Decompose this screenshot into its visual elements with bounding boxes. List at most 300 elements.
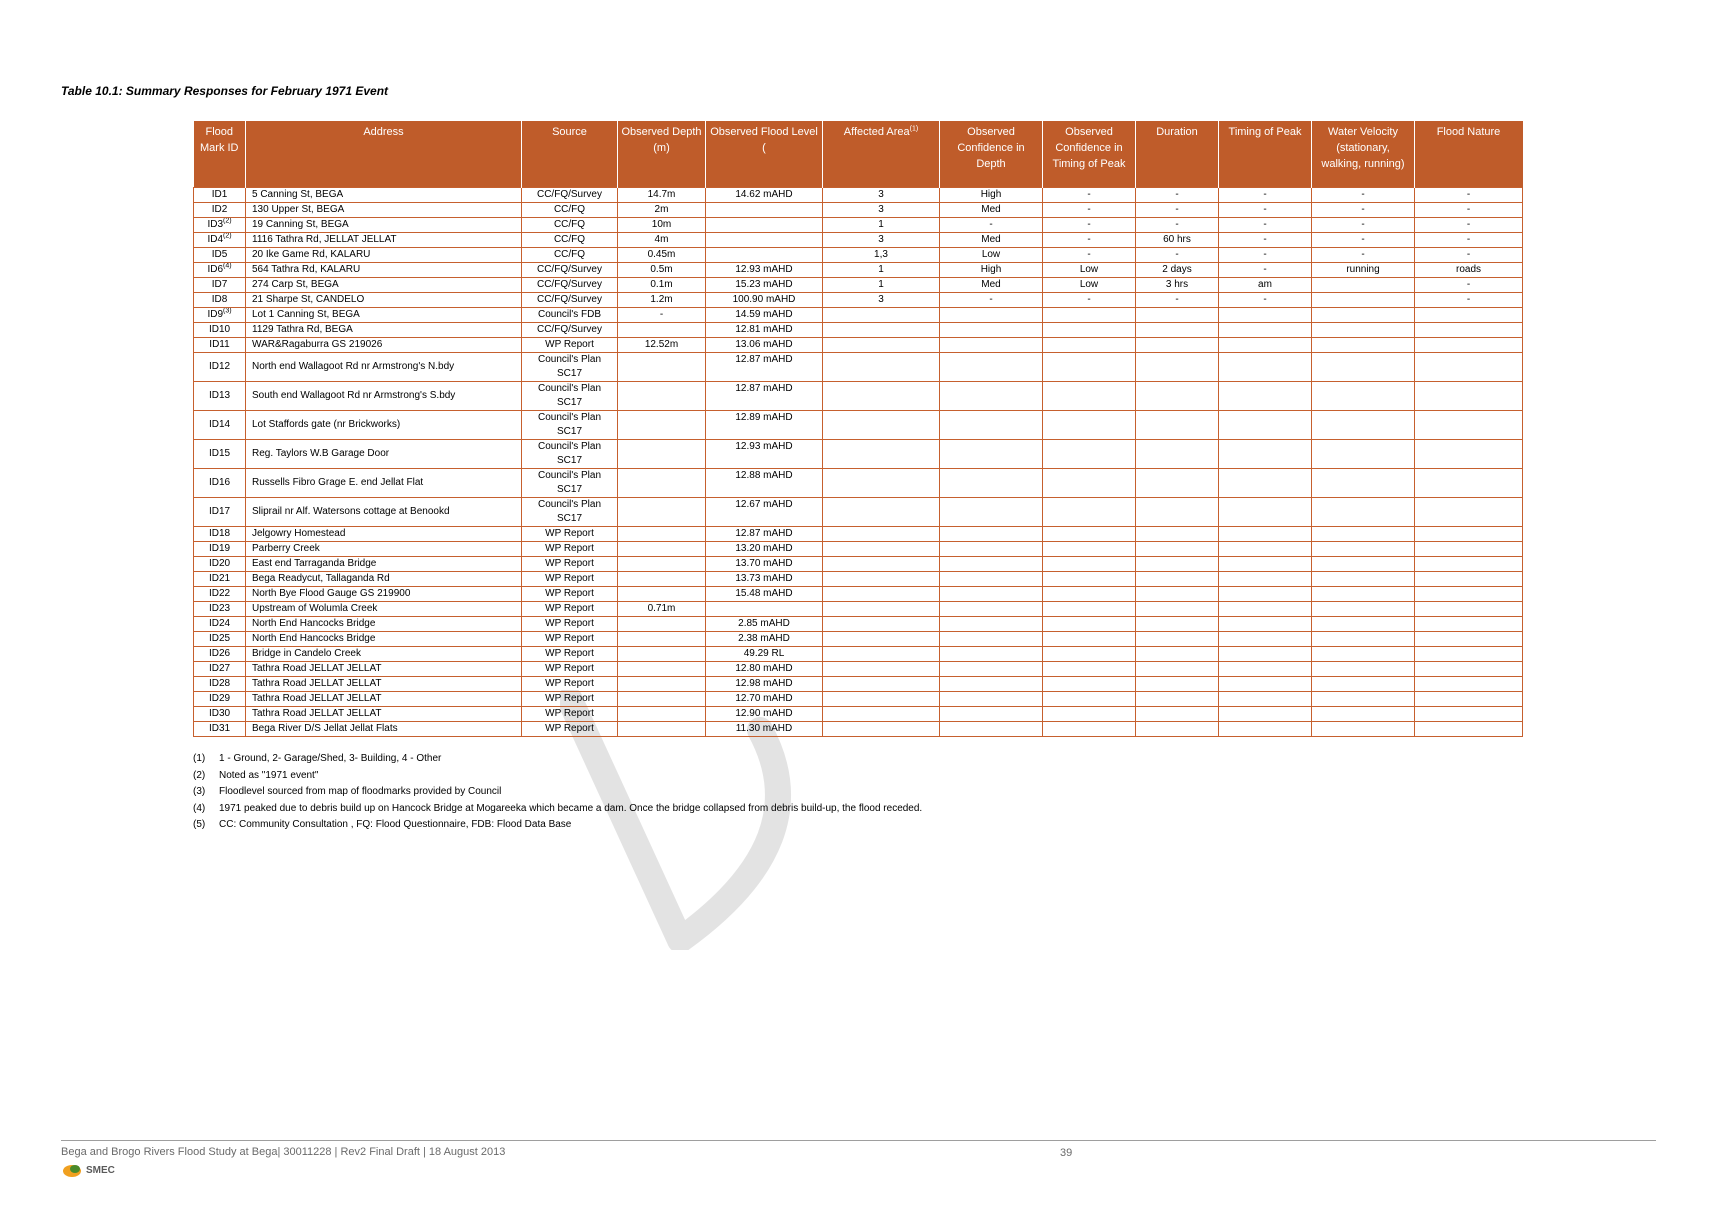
area-cell — [823, 602, 940, 617]
flood-mark-id: ID4 — [207, 234, 223, 245]
duration-cell — [1136, 542, 1219, 557]
footnote-text: CC: Community Consultation , FQ: Flood Questionnaire, FDB: Flood Data Base — [219, 819, 572, 830]
source-cell: WP Report — [522, 572, 618, 587]
level-cell: 15.48 mAHD — [706, 587, 823, 602]
area-cell — [823, 498, 940, 527]
smec-logo — [62, 1162, 115, 1178]
footnote — [193, 801, 922, 818]
duration-cell — [1136, 382, 1219, 411]
address-cell: North End Hancocks Bridge — [246, 632, 522, 647]
timing-cell: - — [1219, 203, 1312, 218]
table-row — [194, 692, 1523, 707]
duration-cell: - — [1136, 293, 1219, 308]
duration-cell — [1136, 323, 1219, 338]
column-header — [1043, 121, 1136, 188]
conf-timing-cell — [1043, 542, 1136, 557]
timing-cell — [1219, 602, 1312, 617]
flood-mark-id: ID7 — [211, 279, 228, 290]
timing-cell — [1219, 617, 1312, 632]
flood-mark-id-cell — [194, 308, 246, 323]
area-cell: 1 — [823, 263, 940, 278]
velocity-cell — [1312, 572, 1415, 587]
velocity-cell — [1312, 382, 1415, 411]
level-cell: 12.80 mAHD — [706, 662, 823, 677]
column-header-label: Observed Depth (m) — [621, 126, 702, 154]
conf-depth-cell — [940, 338, 1043, 353]
duration-cell — [1136, 692, 1219, 707]
nature-cell — [1415, 617, 1523, 632]
flood-mark-id-cell — [194, 647, 246, 662]
timing-cell — [1219, 692, 1312, 707]
flood-mark-id: ID22 — [208, 588, 231, 599]
table-row — [194, 617, 1523, 632]
duration-cell — [1136, 587, 1219, 602]
conf-depth-cell — [940, 692, 1043, 707]
velocity-cell — [1312, 323, 1415, 338]
timing-cell: - — [1219, 263, 1312, 278]
conf-timing-cell — [1043, 572, 1136, 587]
source-cell: WP Report — [522, 632, 618, 647]
level-cell: 12.87 mAHD — [706, 382, 823, 411]
area-cell — [823, 542, 940, 557]
level-cell: 12.93 mAHD — [706, 263, 823, 278]
table-row — [194, 498, 1523, 527]
duration-cell — [1136, 338, 1219, 353]
flood-mark-id-cell — [194, 707, 246, 722]
area-cell: 3 — [823, 203, 940, 218]
velocity-cell — [1312, 632, 1415, 647]
velocity-cell — [1312, 353, 1415, 382]
conf-depth-cell: - — [940, 218, 1043, 233]
flood-mark-id-cell — [194, 692, 246, 707]
column-header-label: Timing of Peak — [1228, 126, 1302, 138]
column-header — [823, 121, 940, 188]
level-cell: 12.98 mAHD — [706, 677, 823, 692]
timing-cell: - — [1219, 233, 1312, 248]
nature-cell: roads — [1415, 263, 1523, 278]
nature-cell: - — [1415, 248, 1523, 263]
conf-depth-cell — [940, 722, 1043, 737]
timing-cell: am — [1219, 278, 1312, 293]
level-cell — [706, 602, 823, 617]
level-cell: 13.70 mAHD — [706, 557, 823, 572]
area-cell — [823, 353, 940, 382]
column-header-label: Flood Nature — [1436, 126, 1501, 138]
flood-mark-id-cell — [194, 662, 246, 677]
flood-mark-id-cell — [194, 382, 246, 411]
conf-depth-cell — [940, 323, 1043, 338]
column-header — [940, 121, 1043, 188]
duration-cell — [1136, 498, 1219, 527]
table-row — [194, 572, 1523, 587]
source-cell: WP Report — [522, 692, 618, 707]
nature-cell: - — [1415, 203, 1523, 218]
duration-cell — [1136, 662, 1219, 677]
source-cell: WP Report — [522, 338, 618, 353]
column-header — [1136, 121, 1219, 188]
duration-cell — [1136, 411, 1219, 440]
timing-cell — [1219, 323, 1312, 338]
depth-cell — [618, 382, 706, 411]
conf-timing-cell — [1043, 647, 1136, 662]
timing-cell — [1219, 647, 1312, 662]
nature-cell — [1415, 692, 1523, 707]
footnotes — [193, 751, 922, 834]
conf-timing-cell — [1043, 557, 1136, 572]
depth-cell — [618, 647, 706, 662]
velocity-cell — [1312, 722, 1415, 737]
table-row — [194, 382, 1523, 411]
level-cell — [706, 233, 823, 248]
table-row — [194, 707, 1523, 722]
address-cell: South end Wallagoot Rd nr Armstrong's S.bdy — [246, 382, 522, 411]
depth-cell — [618, 572, 706, 587]
depth-cell — [618, 323, 706, 338]
address-cell: North End Hancocks Bridge — [246, 617, 522, 632]
depth-cell — [618, 542, 706, 557]
address-cell: 20 Ike Game Rd, KALARU — [246, 248, 522, 263]
flood-mark-id: ID21 — [208, 573, 231, 584]
footnote-text: 1971 peaked due to debris build up on Hancock Bridge at Mogareeka which became a dam. Once the bridge collapsed from debris build-up, the flood receded. — [219, 802, 923, 814]
duration-cell — [1136, 677, 1219, 692]
flood-mark-id: ID25 — [208, 633, 231, 644]
velocity-cell: - — [1312, 218, 1415, 233]
timing-cell — [1219, 707, 1312, 722]
area-cell — [823, 587, 940, 602]
level-cell: 15.23 mAHD — [706, 278, 823, 293]
source-cell: WP Report — [522, 542, 618, 557]
conf-depth-cell — [940, 557, 1043, 572]
nature-cell — [1415, 707, 1523, 722]
source-cell: CC/FQ — [522, 218, 618, 233]
depth-cell — [618, 677, 706, 692]
flood-mark-id: ID30 — [208, 708, 231, 719]
depth-cell — [618, 632, 706, 647]
conf-depth-cell — [940, 572, 1043, 587]
velocity-cell: - — [1312, 248, 1415, 263]
source-cell: Council's Plan SC17 — [522, 382, 618, 411]
depth-cell — [618, 692, 706, 707]
duration-cell: 60 hrs — [1136, 233, 1219, 248]
conf-timing-cell — [1043, 338, 1136, 353]
area-cell: 3 — [823, 293, 940, 308]
flood-mark-id: ID3 — [207, 219, 223, 230]
flood-mark-id-cell — [194, 203, 246, 218]
conf-depth-cell — [940, 469, 1043, 498]
flood-mark-id-cell — [194, 632, 246, 647]
footer-text: Bega and Brogo Rivers Flood Study at Bega| 30011228 | Rev2 Final Draft | 18 August 2013 — [61, 1146, 506, 1158]
depth-cell: 2m — [618, 203, 706, 218]
velocity-cell — [1312, 411, 1415, 440]
address-cell: 21 Sharpe St, CANDELO — [246, 293, 522, 308]
address-cell: Tathra Road JELLAT JELLAT — [246, 692, 522, 707]
area-cell — [823, 527, 940, 542]
conf-timing-cell: Low — [1043, 278, 1136, 293]
velocity-cell — [1312, 542, 1415, 557]
timing-cell — [1219, 587, 1312, 602]
velocity-cell: running — [1312, 263, 1415, 278]
area-cell — [823, 338, 940, 353]
table-row — [194, 353, 1523, 382]
source-cell: WP Report — [522, 662, 618, 677]
level-cell: 49.29 RL — [706, 647, 823, 662]
column-header-label: Source — [552, 126, 587, 138]
footnote-text: 1 - Ground, 2- Garage/Shed, 3- Building, 4 - Other — [219, 753, 442, 764]
conf-depth-cell — [940, 353, 1043, 382]
duration-cell — [1136, 617, 1219, 632]
conf-timing-cell — [1043, 692, 1136, 707]
address-cell: Tathra Road JELLAT JELLAT — [246, 677, 522, 692]
conf-timing-cell — [1043, 498, 1136, 527]
source-cell: CC/FQ — [522, 233, 618, 248]
level-cell: 13.20 mAHD — [706, 542, 823, 557]
conf-depth-cell: Low — [940, 248, 1043, 263]
level-cell: 13.06 mAHD — [706, 338, 823, 353]
conf-timing-cell — [1043, 469, 1136, 498]
conf-timing-cell: - — [1043, 188, 1136, 203]
area-cell — [823, 308, 940, 323]
nature-cell — [1415, 602, 1523, 617]
area-cell: 3 — [823, 233, 940, 248]
address-cell: 130 Upper St, BEGA — [246, 203, 522, 218]
nature-cell — [1415, 557, 1523, 572]
depth-cell — [618, 557, 706, 572]
area-cell — [823, 632, 940, 647]
flood-mark-id: ID18 — [208, 528, 231, 539]
nature-cell: - — [1415, 218, 1523, 233]
flood-mark-id-cell — [194, 278, 246, 293]
conf-timing-cell — [1043, 323, 1136, 338]
table-row — [194, 203, 1523, 218]
velocity-cell — [1312, 707, 1415, 722]
depth-cell — [618, 440, 706, 469]
conf-depth-cell — [940, 382, 1043, 411]
nature-cell — [1415, 440, 1523, 469]
area-cell — [823, 323, 940, 338]
conf-depth-cell — [940, 527, 1043, 542]
address-cell: WAR&Ragaburra GS 219026 — [246, 338, 522, 353]
level-cell: 12.93 mAHD — [706, 440, 823, 469]
footnote — [193, 768, 922, 785]
nature-cell — [1415, 542, 1523, 557]
conf-timing-cell — [1043, 382, 1136, 411]
logo-text: SMEC — [86, 1164, 115, 1176]
conf-timing-cell — [1043, 411, 1136, 440]
conf-depth-cell: Med — [940, 278, 1043, 293]
velocity-cell — [1312, 308, 1415, 323]
flood-mark-id: ID17 — [208, 506, 231, 517]
footnote — [193, 817, 922, 834]
conf-depth-cell: High — [940, 188, 1043, 203]
timing-cell — [1219, 557, 1312, 572]
table-row — [194, 233, 1523, 248]
flood-mark-id: ID24 — [208, 618, 231, 629]
area-cell — [823, 662, 940, 677]
level-cell: 11.30 mAHD — [706, 722, 823, 737]
flood-mark-id: ID13 — [208, 390, 231, 401]
level-cell: 2.38 mAHD — [706, 632, 823, 647]
table-row — [194, 542, 1523, 557]
flood-mark-id-cell — [194, 722, 246, 737]
flood-mark-id-cell — [194, 527, 246, 542]
area-cell — [823, 572, 940, 587]
id-footnote: (3) — [223, 307, 232, 315]
address-cell: Bega Readycut, Tallaganda Rd — [246, 572, 522, 587]
conf-timing-cell: - — [1043, 248, 1136, 263]
conf-timing-cell: Low — [1043, 263, 1136, 278]
source-cell: CC/FQ — [522, 248, 618, 263]
id-footnote: (2) — [223, 217, 232, 225]
flood-mark-id-cell — [194, 572, 246, 587]
source-cell: WP Report — [522, 602, 618, 617]
conf-timing-cell — [1043, 662, 1136, 677]
flood-mark-id-cell — [194, 617, 246, 632]
flood-mark-id-cell — [194, 469, 246, 498]
nature-cell — [1415, 338, 1523, 353]
conf-depth-cell — [940, 707, 1043, 722]
conf-timing-cell — [1043, 707, 1136, 722]
flood-mark-id: ID16 — [208, 477, 231, 488]
address-cell: 564 Tathra Rd, KALARU — [246, 263, 522, 278]
table-row — [194, 293, 1523, 308]
nature-cell — [1415, 469, 1523, 498]
timing-cell — [1219, 542, 1312, 557]
flood-mark-id: ID27 — [208, 663, 231, 674]
nature-cell — [1415, 632, 1523, 647]
flood-mark-id: ID26 — [208, 648, 231, 659]
flood-mark-id-cell — [194, 353, 246, 382]
table-row — [194, 440, 1523, 469]
column-header-label: Observed Confidence in Depth — [957, 126, 1025, 170]
duration-cell: 3 hrs — [1136, 278, 1219, 293]
level-cell: 14.62 mAHD — [706, 188, 823, 203]
duration-cell: - — [1136, 203, 1219, 218]
flood-mark-id-cell — [194, 411, 246, 440]
velocity-cell — [1312, 602, 1415, 617]
depth-cell — [618, 587, 706, 602]
area-cell — [823, 469, 940, 498]
conf-depth-cell — [940, 440, 1043, 469]
flood-mark-id: ID31 — [208, 723, 231, 734]
conf-timing-cell: - — [1043, 293, 1136, 308]
area-cell — [823, 617, 940, 632]
duration-cell — [1136, 527, 1219, 542]
nature-cell: - — [1415, 293, 1523, 308]
area-cell — [823, 707, 940, 722]
column-header-label: Water Velocity (stationary, walking, running) — [1321, 126, 1405, 170]
area-cell — [823, 692, 940, 707]
timing-cell — [1219, 677, 1312, 692]
timing-cell — [1219, 382, 1312, 411]
duration-cell — [1136, 722, 1219, 737]
depth-cell — [618, 353, 706, 382]
velocity-cell — [1312, 647, 1415, 662]
velocity-cell — [1312, 293, 1415, 308]
flood-mark-id-cell — [194, 218, 246, 233]
flood-mark-id: ID9 — [207, 309, 223, 320]
velocity-cell — [1312, 662, 1415, 677]
level-cell: 100.90 mAHD — [706, 293, 823, 308]
conf-depth-cell: Med — [940, 233, 1043, 248]
timing-cell — [1219, 722, 1312, 737]
depth-cell — [618, 617, 706, 632]
conf-timing-cell — [1043, 722, 1136, 737]
conf-depth-cell: Med — [940, 203, 1043, 218]
flood-mark-id-cell — [194, 542, 246, 557]
table-row — [194, 527, 1523, 542]
flood-mark-id-cell — [194, 557, 246, 572]
conf-timing-cell — [1043, 617, 1136, 632]
duration-cell — [1136, 602, 1219, 617]
column-header — [1312, 121, 1415, 188]
conf-depth-cell: - — [940, 293, 1043, 308]
duration-cell — [1136, 353, 1219, 382]
footnote-number: (4) — [193, 802, 206, 814]
area-cell — [823, 722, 940, 737]
table-row — [194, 323, 1523, 338]
column-header — [1415, 121, 1523, 188]
depth-cell — [618, 469, 706, 498]
source-cell: CC/FQ/Survey — [522, 263, 618, 278]
address-cell: Bega River D/S Jellat Jellat Flats — [246, 722, 522, 737]
table-row — [194, 263, 1523, 278]
flood-mark-id: ID12 — [208, 361, 231, 372]
table-row — [194, 647, 1523, 662]
nature-cell — [1415, 411, 1523, 440]
table-row — [194, 218, 1523, 233]
level-cell — [706, 248, 823, 263]
source-cell: WP Report — [522, 557, 618, 572]
table-row — [194, 587, 1523, 602]
nature-cell — [1415, 498, 1523, 527]
duration-cell — [1136, 308, 1219, 323]
table-row — [194, 557, 1523, 572]
column-header-label: Observed Confidence in Timing of Peak — [1052, 126, 1126, 170]
depth-cell: 14.7m — [618, 188, 706, 203]
footnote-number: (5) — [193, 819, 206, 830]
table-row — [194, 632, 1523, 647]
conf-depth-cell — [940, 662, 1043, 677]
duration-cell: - — [1136, 188, 1219, 203]
address-cell: Reg. Taylors W.B Garage Door — [246, 440, 522, 469]
table-row — [194, 469, 1523, 498]
flood-mark-id-cell — [194, 338, 246, 353]
nature-cell — [1415, 308, 1523, 323]
source-cell: Council's FDB — [522, 308, 618, 323]
conf-timing-cell — [1043, 677, 1136, 692]
source-cell: WP Report — [522, 722, 618, 737]
footnote-text: Noted as "1971 event" — [219, 769, 319, 781]
nature-cell — [1415, 323, 1523, 338]
flood-mark-id: ID11 — [209, 339, 230, 350]
flood-mark-id-cell — [194, 248, 246, 263]
conf-depth-cell — [940, 677, 1043, 692]
conf-timing-cell — [1043, 527, 1136, 542]
duration-cell — [1136, 632, 1219, 647]
area-cell — [823, 382, 940, 411]
conf-depth-cell — [940, 602, 1043, 617]
address-cell: 274 Carp St, BEGA — [246, 278, 522, 293]
level-cell — [706, 218, 823, 233]
conf-timing-cell — [1043, 587, 1136, 602]
area-cell: 1 — [823, 278, 940, 293]
conf-depth-cell — [940, 587, 1043, 602]
flood-mark-id: ID10 — [208, 324, 231, 335]
column-header-label: Affected Area — [843, 126, 910, 138]
flood-mark-id-cell — [194, 498, 246, 527]
address-cell: Lot Staffords gate (nr Brickworks) — [246, 411, 522, 440]
column-header-label: Address — [363, 126, 404, 138]
